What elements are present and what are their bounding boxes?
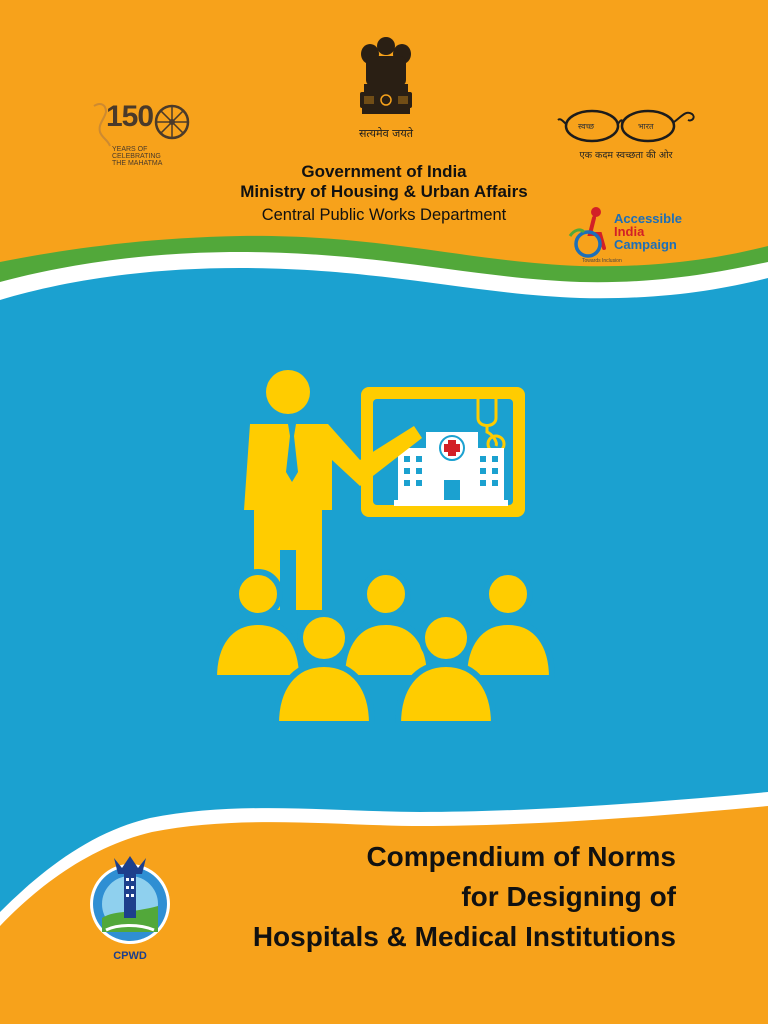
accessible-label: Accessible (614, 211, 682, 226)
cpwd-label: CPWD (113, 950, 147, 962)
lion-capital-icon (348, 34, 424, 126)
document-title-line-3: Hospitals & Medical Institutions (252, 921, 676, 952)
accessible-india-text (614, 212, 682, 251)
india-label: India (614, 224, 645, 239)
document-title-line-2: for Designing of (461, 881, 676, 912)
cpwd-emblem-icon (84, 852, 176, 950)
government-heading: Government of India (301, 162, 467, 181)
document-title-line-1: Compendium of Norms (366, 841, 676, 872)
swachh-bharat-logo (552, 104, 700, 168)
gandhi-150-number: 150 (106, 100, 154, 133)
ministry-heading: Ministry of Housing & Urban Affairs (240, 182, 528, 201)
wheelchair-icon (566, 206, 614, 262)
swachh-label: स्वच्छ (578, 122, 595, 131)
national-emblem (348, 34, 424, 142)
accessible-india-sub: Towards Inclusion (582, 258, 622, 264)
audience-icon (214, 572, 552, 724)
emblem-motto: सत्यमेव जयते (358, 127, 413, 140)
accessible-india-logo (566, 206, 686, 266)
bharat-label: भारत (638, 122, 654, 131)
gandhi-150-line-2: CELEBRATING (112, 153, 161, 160)
swachh-tagline: एक कदम स्वच्छता की ओर (579, 150, 673, 161)
gandhi-150-line-3: THE MAHATMA (112, 160, 163, 167)
gandhi-150-line-1: YEARS OF (112, 146, 148, 153)
department-heading: Central Public Works Department (261, 206, 507, 224)
gandhi-150-logo (88, 98, 200, 170)
spectacles-icon (552, 104, 700, 148)
cpwd-logo (84, 852, 176, 964)
hospital-presentation-illustration (200, 360, 570, 730)
campaign-label: Campaign (614, 237, 677, 252)
